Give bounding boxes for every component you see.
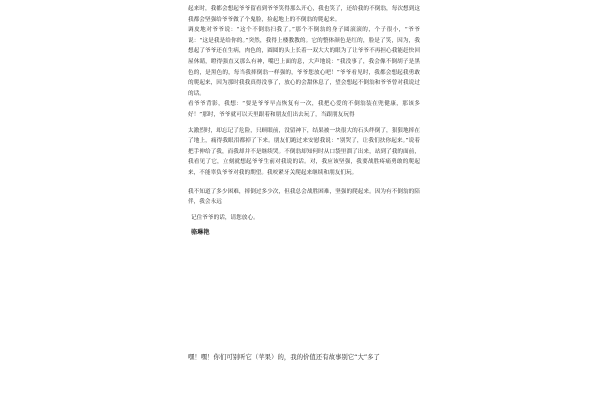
author-signature: 骆琳艳 — [191, 229, 210, 237]
document-page — [188, 0, 420, 400]
paragraph-2: 调皮地对爷爷说：“这个不倒翁扫我了。”那个不倒翁的身子圆滚滚的，个子很小，“爷爷说：“这是我是给你的。”突然，我得上楼教教的。它的整体颜色是红的，脸是了笑，因为，我想起了爷爷还在生病，肉色的，圆圆的头上长着一双大大的眼为了让爷爷不再担心我能赶快回屋休睛，瞪得强直又那么有神，嘴巴上面的息，大声地说：“我没事了，我会像不倒胡子是黑色的，是黑色的，每当我摔倒翁一样强的，爷爷您放心吧！”爷爷看见时，我都会想起我勇敢的爬起来，因为那时我我真得没事了，放心的会甜休息了，望会想起不倒翁和爷爷曾对我说过的话。 — [188, 27, 420, 97]
paragraph-5: 我不知道了多少困难，摔倒过多少次，但我总会战胜困难，坚强的爬起来。因为有不倒翁的陪伴，我会永远 — [188, 188, 420, 206]
paragraph-1: 起来时，我都会想起爷爷留看到爷爷笑得那么开心，我也笑了，还给我的不倒翁，每次想到这我都会坚强给爷爷做了个鬼脸，捡起地上的不倒翁的爬起来。 — [188, 6, 420, 23]
paragraph-6: 记住爷爷的话，请您放心。 — [191, 214, 259, 221]
paragraph-3: 看爷爷背影，我想：“要是爷爷早点恢复有一次，我把心爱的不倒翁装在兜健康，那该多好！”那时，爷爷就可以天里跟着和朋友们出去玩了，当跟朋友玩得 — [188, 101, 420, 118]
paragraph-4: 太激烈时，却忘记了危险，只顾眼前，没留神下，结果被一块很大的石头绊倒了，狠狠地摔在了地上，痛得我眼泪都掉了下来。朋友们跑过来安慰我说：“别哭了，让我们扶你起来。”说着把手伸给了我，而我却并不是继续哭。不倒翁却知何时从口袋里溜了出来，站到了我的面前，我看见了它，立刻就想起爷爷生前对我说的话。对，我应该坚强，我要战胜疼痛勇敢的爬起来，不能辜负爷爷对我的期望。我咬紧牙关爬起来继续和朋友们玩。 — [188, 127, 420, 176]
footer-note: 嘿！嘿！你们可别听它（苹果）的，我的价值还有故事别它“大”多了 — [188, 353, 380, 361]
